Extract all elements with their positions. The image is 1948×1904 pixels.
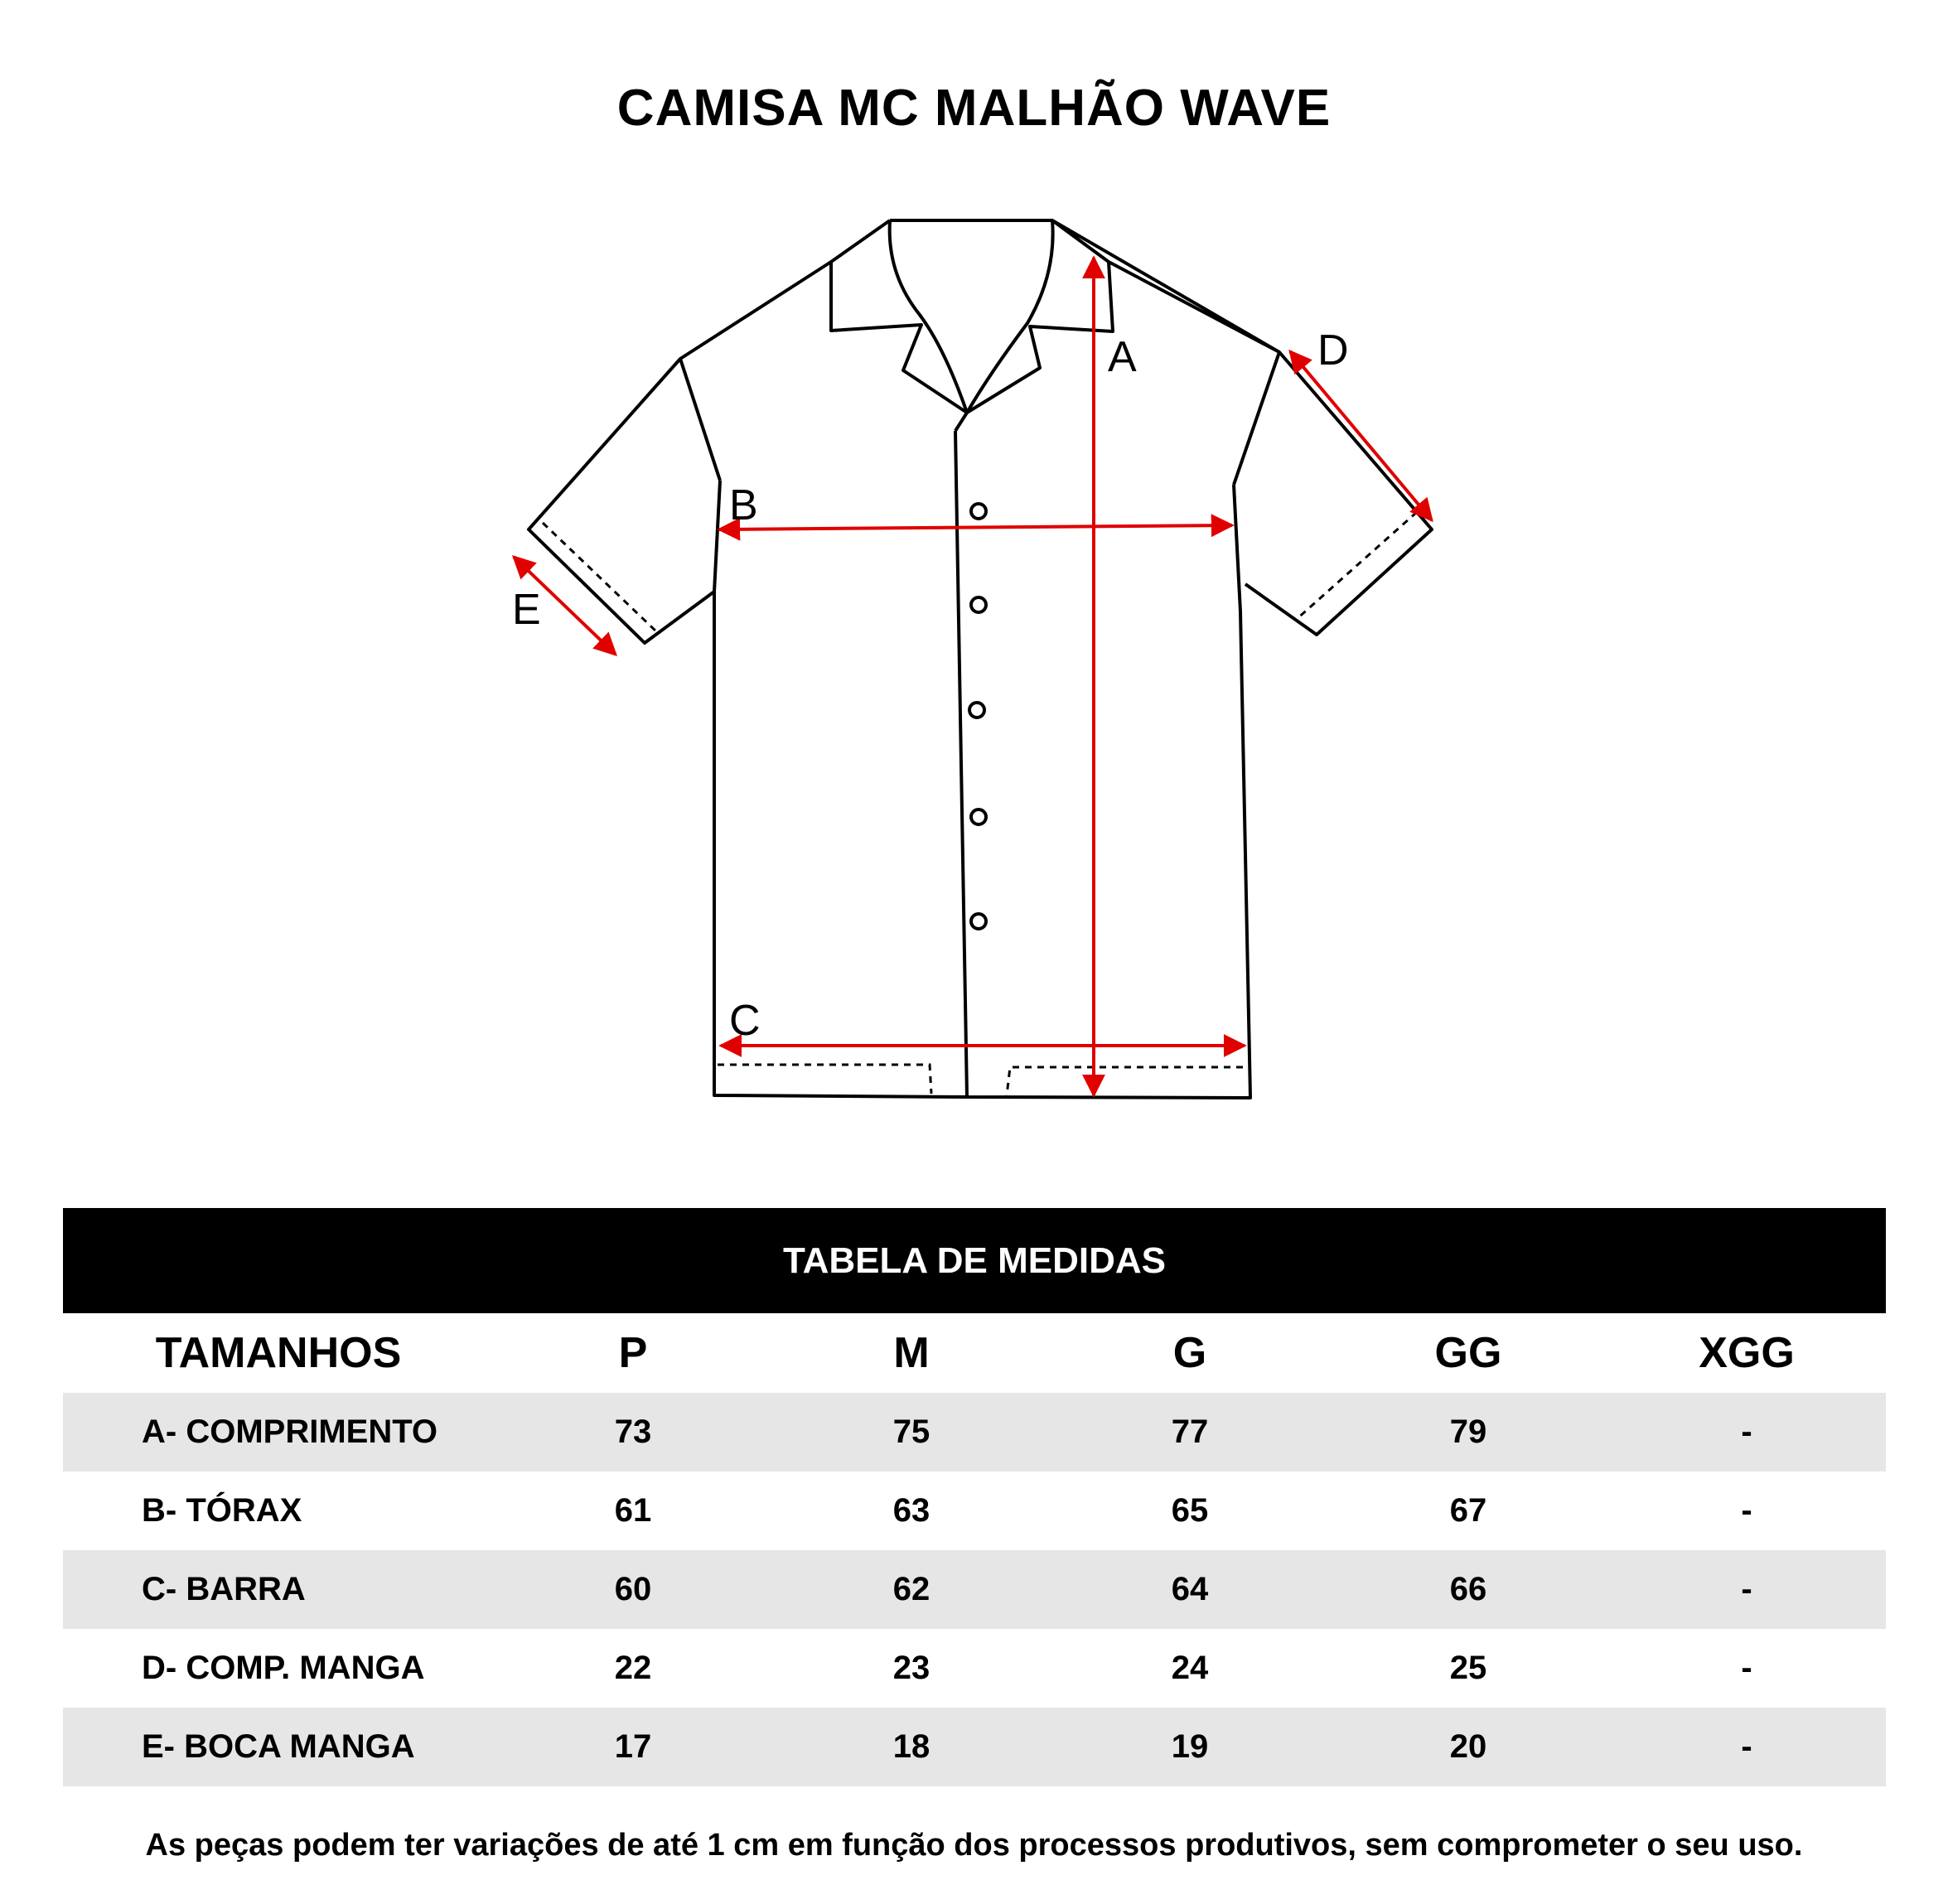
page-title: CAMISA MC MALHÃO WAVE [616, 80, 1332, 137]
header-size-gg: GG [1434, 1329, 1502, 1377]
table-header-row [63, 1313, 1886, 1393]
shirt-outline [529, 220, 1432, 1098]
table-cell: 75 [772, 1393, 1051, 1471]
table-cell: - [1741, 1650, 1752, 1686]
label-b: B [729, 481, 758, 529]
right-cuff-stitch [1296, 512, 1417, 620]
measure-arrows [514, 258, 1432, 1095]
table-cell: 79 [1329, 1393, 1607, 1471]
placket-neck [955, 413, 967, 431]
table-cell: 18 [772, 1708, 1051, 1786]
table-row [63, 1708, 1886, 1786]
buttons [969, 504, 986, 929]
button [969, 703, 984, 718]
table-cell: 24 [1171, 1650, 1209, 1686]
button [971, 809, 986, 824]
table-cell: 63 [892, 1492, 930, 1529]
header-sizes: TAMANHOS [155, 1329, 402, 1377]
table-banner: TABELA DE MEDIDAS [63, 1208, 1886, 1313]
arrow-d-sleeve-length [1290, 351, 1432, 520]
table-cell: 20 [1329, 1708, 1607, 1786]
table-cell: 66 [1329, 1550, 1607, 1629]
table-cell: 67 [1449, 1492, 1487, 1529]
table-cell: 64 [1051, 1550, 1329, 1629]
table-cell: 25 [1449, 1650, 1487, 1686]
table-row [63, 1550, 1886, 1629]
label-a: A [1108, 333, 1137, 381]
row-label: A- COMPRIMENTO [63, 1393, 494, 1471]
label-c: C [729, 997, 761, 1045]
hem-stitch-left [718, 1065, 931, 1094]
label-d: D [1317, 326, 1349, 375]
button [971, 504, 986, 519]
table-cell: 23 [892, 1650, 930, 1686]
table-cell: 61 [614, 1492, 652, 1529]
arrow-b-chest [719, 525, 1232, 529]
row-label: C- BARRA [63, 1550, 494, 1629]
placket-line [955, 431, 967, 1097]
table-cell: 22 [614, 1650, 652, 1686]
table-cell: 60 [494, 1550, 772, 1629]
measure-labels [512, 326, 1349, 1045]
table-cell: - [1607, 1393, 1886, 1471]
button [971, 914, 986, 929]
table-row [63, 1393, 1886, 1471]
table-row [63, 1629, 1886, 1708]
table-cell: - [1741, 1492, 1752, 1529]
header-size-p: P [618, 1329, 648, 1377]
button [971, 597, 986, 612]
table-cell: 62 [772, 1550, 1051, 1629]
row-label: B- TÓRAX [142, 1492, 302, 1529]
table-cell: 73 [494, 1393, 772, 1471]
table-cell: - [1607, 1708, 1886, 1786]
row-label: E- BOCA MANGA [63, 1708, 494, 1786]
row-label: D- COMP. MANGA [142, 1650, 425, 1686]
table-cell: 19 [1051, 1708, 1329, 1786]
header-size-g: G [1172, 1329, 1207, 1377]
hem-stitch-right [1007, 1067, 1243, 1095]
table-cell: 65 [1171, 1492, 1209, 1529]
footnote: As peças podem ter variações de até 1 cm em função dos processos produtivos, sem comprometer o seu uso. [145, 1828, 1803, 1863]
table-cell: - [1607, 1550, 1886, 1629]
table-cell: 17 [494, 1708, 772, 1786]
header-size-m: M [893, 1329, 930, 1377]
label-e: E [512, 586, 541, 634]
size-table [63, 1313, 1886, 1786]
shirt-body-outline [529, 220, 1432, 1098]
header-size-xgg: XGG [1699, 1329, 1795, 1377]
table-row [63, 1471, 1886, 1550]
table-cell: 77 [1051, 1393, 1329, 1471]
left-cuff-stitch [543, 523, 657, 632]
